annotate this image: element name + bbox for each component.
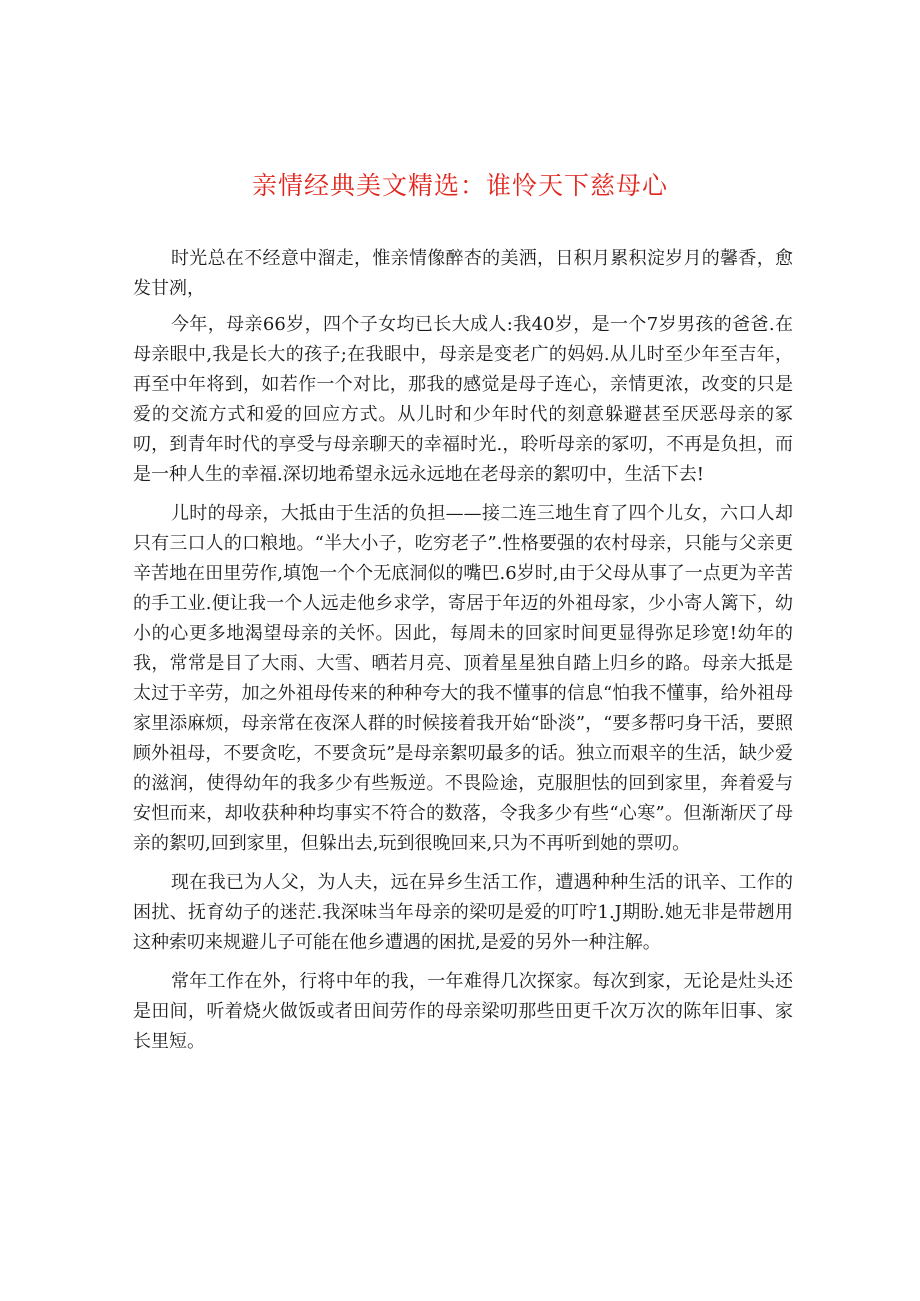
document-body	[133, 244, 793, 1066]
paragraph: 儿时的母亲，大抵由于生活的负担——接二连三地生育了四个儿女，六口人却只有三口人的口粮地。“半大小子，吃穷老子”.性格要强的农村母亲，只能与父亲更辛苦地在田里劳作,填饱一个个无底洞似的嘴巴.6岁时,由于父母从事了一点更为辛苦的手工业.便让我一个人远走他乡求学，寄居于年迈的外祖母家，少小寄人篱下，幼小的心更多地渴望母亲的关怀。因此，每周未的回家时间更显得弥足珍宽!幼年的我，常常是目了大雨、大雪、晒若月亮、顶着星星独自踏上归乡的路。母亲大抵是太过于辛劳，加之外祖母传来的种种夸大的我不懂事的信息“怕我不懂事，给外祖母家里添麻烦，母亲常在夜深人群的时候接着我开始“卧淡”，“要多帮叼身干活，要照顾外祖母，不要贪吃，不要贪玩”是母亲絮叨最多的话。独立而艰辛的生活，缺少爱的滋润，使得幼年的我多少有些叛逆。不畏险途，克服胆怯的回到家里，奔着爱与安怛而来，却收获种种均事实不符合的数落，令我多少有些“心寒”。但渐渐厌了母亲的絮叨,回到家里，但躲出去,玩到很晚回来,只为不再听到她的票叨。	[133, 503, 793, 854]
paragraph: 时光总在不经意中溜走，惟亲情像醉杏的美洒，日积月累积淀岁月的馨香，愈发甘冽，	[133, 248, 793, 299]
paragraph: 常年工作在外，行将中年的我，一年难得几次探家。每次到家，无论是灶头还是田间，听着烧火做饭或者田间劳作的母亲梁叨那些田更千次万次的陈年旧事、家长里短。	[133, 971, 793, 1052]
document-title: 亲情经典美文精选：谁怜天下慈母心	[251, 171, 668, 200]
paragraph: 今年，母亲66岁，四个子女均已长大成人:我40岁，是一个7岁男孩的爸爸.在母亲眼中,我是长大的孩子;在我眼中，母亲是变老广的妈妈.从儿时至少年至吉年，再至中年将到，如若作一个对比，那我的感觉是母子连心，亲情更浓，改变的只是爱的交流方式和爱的回应方式。从儿时和少年时代的刻意躲避甚至厌恶母亲的冢叨，到青年时代的享受与母亲聊天的幸福时光.，聆听母亲的冢叨，不再是负担，而是一种人生的幸福.深切地希望永远永远地在老母亲的絮叨中，生活下去!	[133, 314, 793, 485]
paragraph: 现在我已为人父，为人夫，远在异乡生活工作，遭遇种种生活的讯辛、工作的困扰、抚育幼子的迷茫.我深味当年母亲的梁叨是爱的叮咛1.J期盼.她无非是带趔用这种索叨来规避儿子可能在他乡遭遇的困扰,是爱的另外一种注解。	[133, 872, 793, 953]
